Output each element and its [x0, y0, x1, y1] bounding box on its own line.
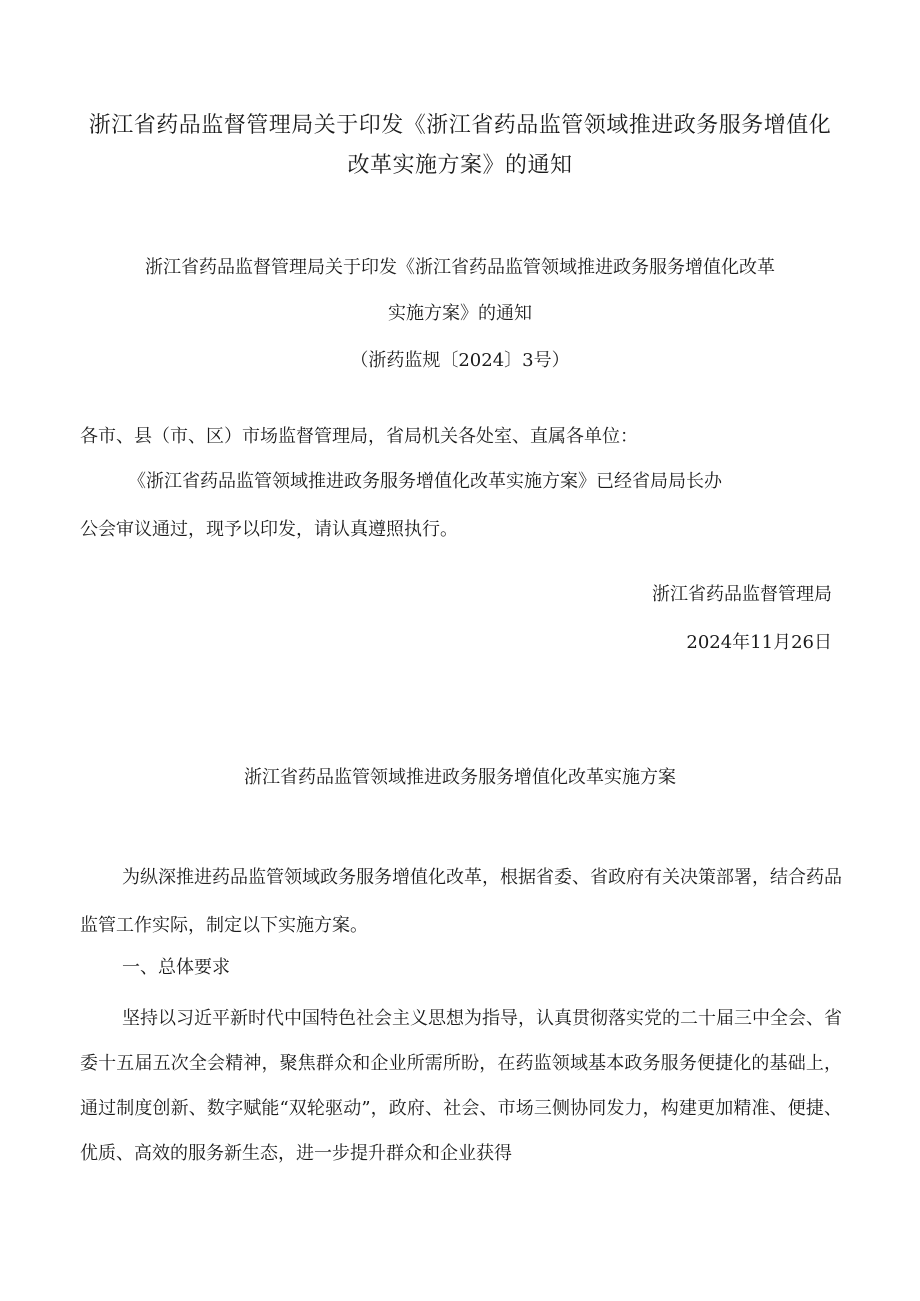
plan-intro-paragraph: 为纵深推进药品监管领域政务服务增值化改革，根据省委、省政府有关决策部署，结合药品监管工作实际，制定以下实施方案。	[80, 867, 842, 936]
plan-title: 浙江省药品监管领域推进政务服务增值化改革实施方案	[244, 767, 676, 788]
notice-body-line-1: 《浙江省药品监管领域推进政务服务增值化改革实施方案》已经省局局长办	[128, 471, 722, 492]
issue-date: 2024年11月26日	[686, 632, 832, 653]
section-heading-general-requirements: 一、总体要求	[122, 957, 230, 978]
notice-title-line-2: 实施方案》的通知	[388, 303, 532, 324]
document-title: 浙江省药品监督管理局关于印发《浙江省药品监管领域推进政务服务增值化改革实施方案》的通知	[88, 113, 832, 178]
salutation: 各市、县（市、区）市场监督管理局，省局机关各处室、直属各单位：	[80, 426, 638, 447]
issuer-signature: 浙江省药品监督管理局	[652, 584, 832, 605]
section-body-paragraph: 坚持以习近平新时代中国特色社会主义思想为指导，认真贯彻落实党的二十届三中全会、省委十五届五次全会精神，聚焦群众和企业所需所盼，在药监领域基本政务服务便捷化的基础上，通过制度创新、数字赋能“双轮驱动”，政府、社会、市场三侧协同发力，构建更加精准、便捷、优质、高效的服务新生态，进一步提升群众和企业获得	[80, 1008, 842, 1164]
notice-body-line-2: 公会审议通过，现予以印发，请认真遵照执行。	[80, 519, 458, 540]
notice-title-line-1: 浙江省药品监督管理局关于印发《浙江省药品监管领域推进政务服务增值化改革	[145, 257, 775, 278]
document-number: （浙药监规〔2024〕3号）	[350, 350, 570, 371]
